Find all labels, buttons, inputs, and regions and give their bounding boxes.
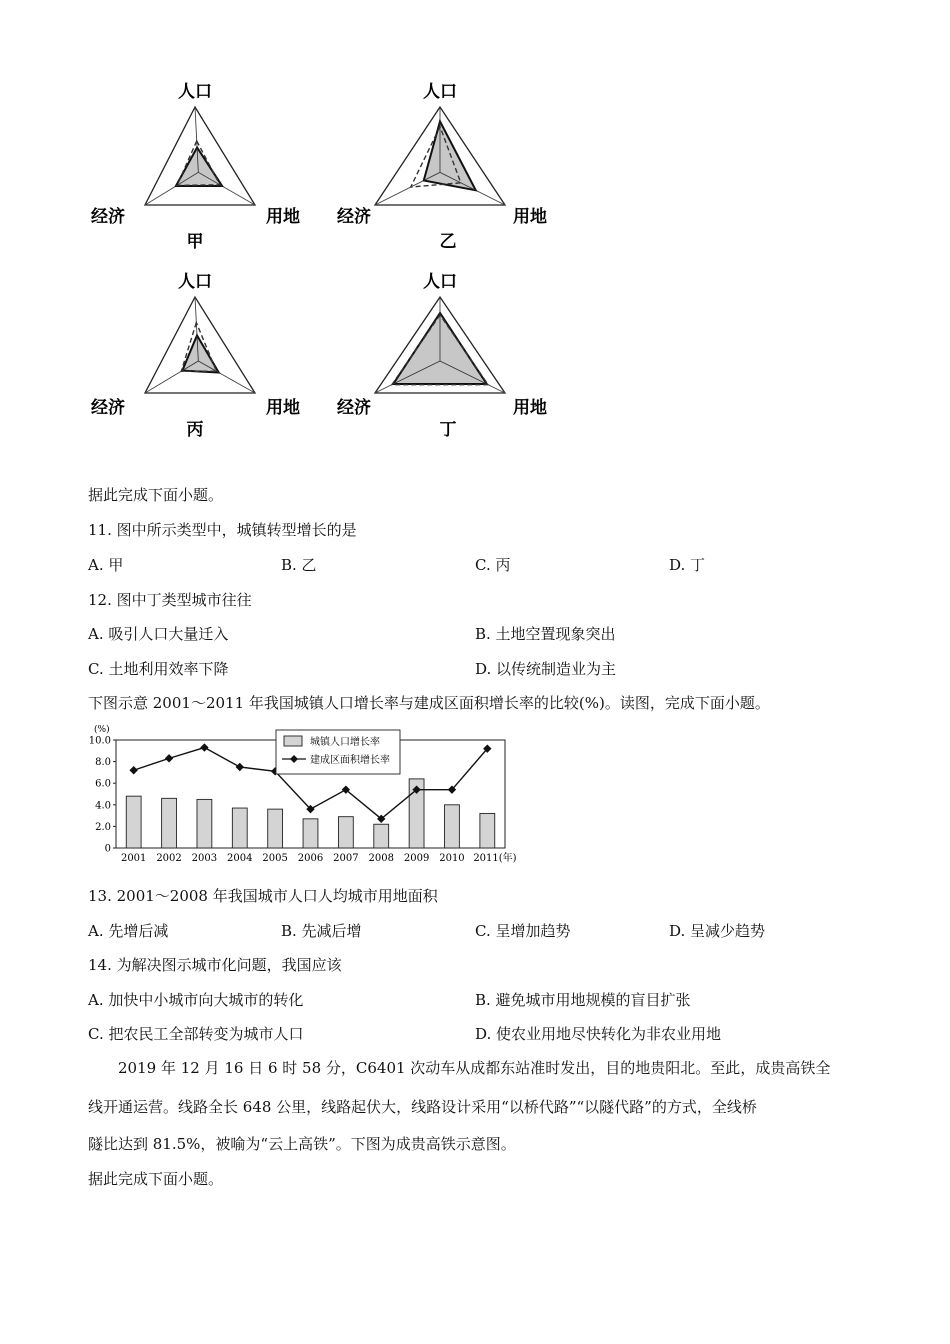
chart-legend — [276, 730, 400, 774]
radar-2 — [337, 82, 547, 252]
x-tick-label: 2009 — [403, 853, 430, 864]
y-tick-label: 2.0 — [95, 821, 111, 833]
q14-option-a: A. 加快中小城市向大城市的转化 — [88, 991, 304, 1009]
bar-2 — [162, 798, 177, 848]
y-tick-label: 6.0 — [95, 778, 111, 790]
bar-4 — [232, 808, 247, 848]
paragraph-line-2: 线开通运营。线路全长 648 公里，线路起伏大，线路设计采用“以桥代路”“以隧代路”的方式，全线桥 — [88, 1098, 757, 1116]
x-tick-label: 2001 — [120, 853, 147, 864]
question-13: 13. 2001～2008 年我国城市人口人均城市用地面积 — [88, 887, 438, 905]
radar-label-top: 人口 — [423, 272, 457, 292]
q13-option-b: B. 先减后增 — [281, 922, 362, 940]
radar-solid-area — [176, 148, 222, 187]
radar-label-top: 人口 — [423, 82, 457, 102]
bar-5 — [268, 809, 283, 848]
radar-solid-area — [424, 121, 476, 190]
q13-option-d: D. 呈减少趋势 — [669, 922, 766, 940]
q12-option-c: C. 土地利用效率下降 — [88, 660, 229, 678]
bar-10 — [445, 805, 460, 848]
y-tick-label: 8.0 — [95, 757, 111, 769]
q14-option-d: D. 使农业用地尽快转化为非农业用地 — [475, 1025, 722, 1043]
question-12: 12. 图中丁类型城市往往 — [88, 591, 252, 609]
radar-label-right: 用地 — [266, 207, 300, 227]
radar-label-left: 经济 — [91, 398, 125, 418]
x-tick-label: 2011(年) — [473, 853, 517, 864]
x-tick-label: 2010 — [439, 853, 465, 864]
radar-diagrams — [0, 0, 600, 450]
x-tick-label: 2002 — [156, 853, 182, 864]
radar-label-left: 经济 — [337, 207, 371, 227]
line-point-1 — [129, 766, 137, 774]
radar-label-left: 经济 — [337, 398, 371, 418]
q11-option-d: D. 丁 — [669, 556, 706, 574]
radar-title: 甲 — [186, 232, 204, 252]
y-tick-label: 4.0 — [95, 800, 111, 812]
y-tick-label: 10.0 — [88, 735, 111, 747]
q12-option-d: D. 以传统制造业为主 — [475, 660, 617, 678]
x-tick-label: 2007 — [333, 853, 359, 864]
legend-line-label: 建成区面积增长率 — [310, 755, 390, 766]
radar-label-right: 用地 — [513, 207, 547, 227]
bar-8 — [374, 824, 389, 848]
q13-option-a: A. 先增后减 — [88, 922, 169, 940]
bar-7 — [338, 817, 353, 848]
q14-option-b: B. 避免城市用地规模的盲目扩张 — [475, 991, 691, 1009]
y-tick-label: 0 — [104, 843, 111, 855]
bar-3 — [197, 799, 212, 848]
radar-1 — [91, 82, 300, 252]
x-tick-label: 2003 — [191, 853, 218, 864]
x-tick-label: 2006 — [297, 853, 324, 864]
q11-option-b: B. 乙 — [281, 556, 317, 574]
radar-title: 丙 — [186, 420, 204, 440]
radar-title: 乙 — [439, 232, 457, 252]
question-11: 11. 图中所示类型中，城镇转型增长的是 — [88, 521, 357, 539]
chart-ylabel: (%) — [94, 725, 110, 735]
x-tick-label: 2005 — [262, 853, 288, 864]
radar-3 — [91, 272, 300, 440]
line-point-4 — [236, 763, 244, 771]
radar-label-top: 人口 — [178, 272, 212, 292]
q14-option-c: C. 把农民工全部转变为城市人口 — [88, 1025, 304, 1043]
x-tick-label: 2004 — [227, 853, 253, 864]
question-14: 14. 为解决图示城市化问题，我国应该 — [88, 956, 342, 974]
line-point-3 — [200, 743, 208, 751]
x-tick-label: 2008 — [368, 853, 394, 864]
legend-bar-label: 城镇人口增长率 — [310, 737, 380, 748]
paragraph-line-1: 2019 年 12 月 16 日 6 时 58 分，C6401 次动车从成都东站准时发出，目的地贵阳北。至此，成贵高铁全 — [118, 1059, 831, 1077]
bar-6 — [303, 819, 318, 848]
q11-option-c: C. 丙 — [475, 556, 511, 574]
radar-label-top: 人口 — [178, 82, 212, 102]
radar-label-right: 用地 — [266, 398, 300, 418]
radar-label-right: 用地 — [513, 398, 547, 418]
radar-title: 丁 — [439, 420, 457, 440]
q13-option-c: C. 呈增加趋势 — [475, 922, 571, 940]
q11-option-a: A. 甲 — [88, 556, 124, 574]
bar-11 — [480, 813, 495, 848]
intro-text-1: 据此完成下面小题。 — [88, 486, 224, 504]
q12-option-a: A. 吸引人口大量迁入 — [88, 625, 229, 643]
intro-text-2: 据此完成下面小题。 — [88, 1170, 224, 1188]
q12-option-b: B. 土地空置现象突出 — [475, 625, 616, 643]
paragraph-line-3: 隧比达到 81.5%，被喻为“云上高铁”。下图为成贵高铁示意图。 — [88, 1135, 516, 1153]
chart-intro: 下图示意 2001～2011 年我国城镇人口增长率与建成区面积增长率的比较(%)。读图，完成下面小题。 — [88, 694, 770, 712]
bar-1 — [126, 796, 141, 848]
radar-4 — [337, 272, 547, 440]
radar-label-left: 经济 — [91, 207, 125, 227]
line-point-2 — [165, 754, 173, 762]
growth-rate-chart — [80, 718, 520, 870]
legend-bar-swatch — [284, 736, 302, 746]
